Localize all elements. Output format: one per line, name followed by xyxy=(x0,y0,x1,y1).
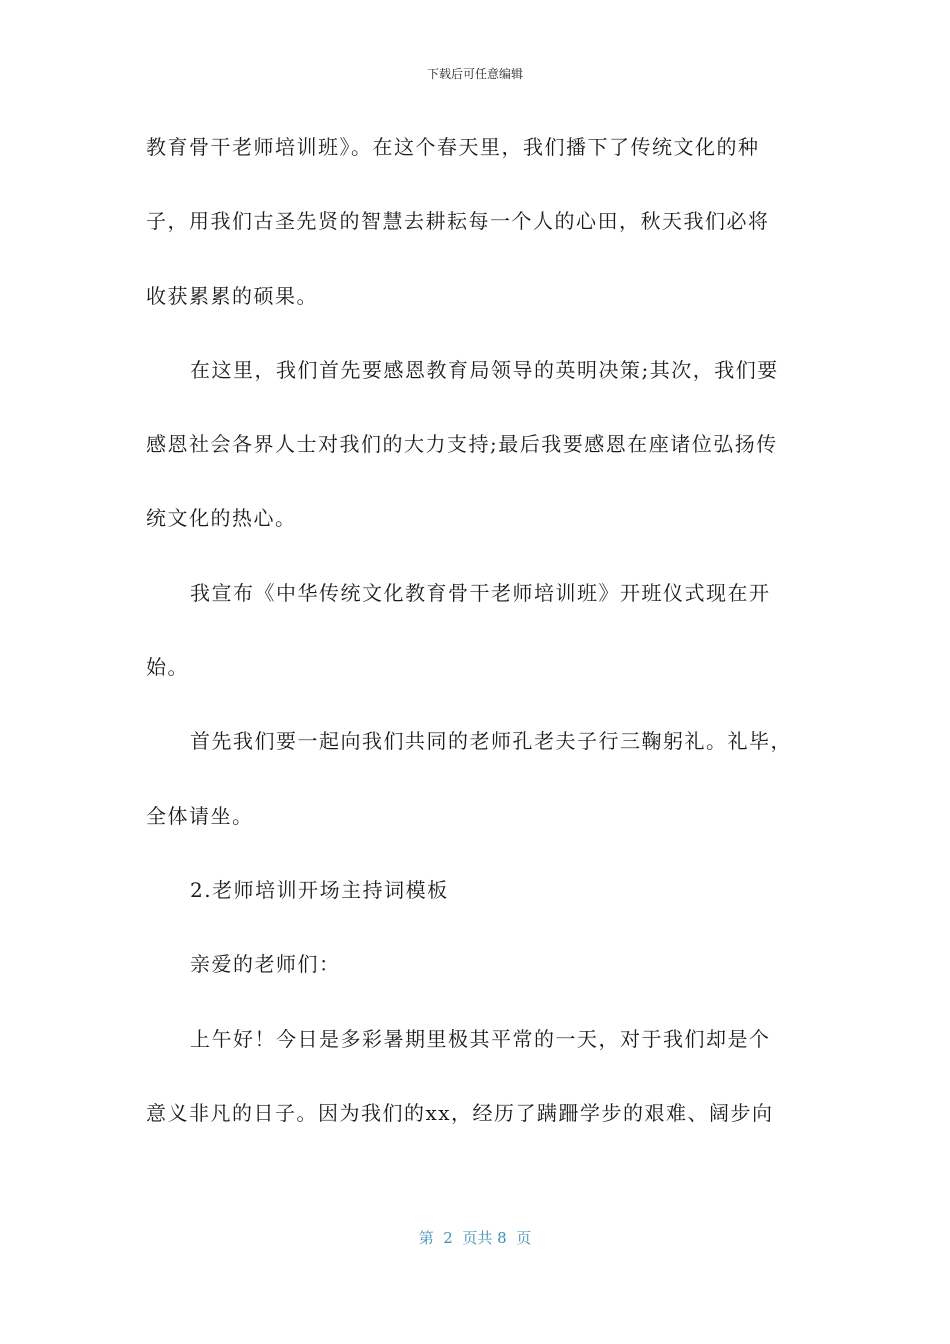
text-line: 子，用我们古圣先贤的智慧去耕耘每一个人的心田，秋天我们必将 xyxy=(146,209,770,233)
text-line: 亲爱的老师们： xyxy=(190,952,341,976)
text-line: 始。 xyxy=(146,655,189,679)
text-line: 收获累累的硕果。 xyxy=(146,284,318,308)
text-line: 我宣布《中华传统文化教育骨干老师培训班》开班仪式现在开 xyxy=(190,581,771,605)
text-line: 教育骨干老师培训班》。在这个春天里，我们播下了传统文化的种 xyxy=(146,135,760,159)
text-line: 上午好！今日是多彩暑期里极其平常的一天，对于我们却是个 xyxy=(190,1027,771,1051)
text-line: 全体请坐。 xyxy=(146,804,254,828)
text-line: 意义非凡的日子。因为我们的xx，经历了蹒跚学步的艰难、阔步向 xyxy=(146,1101,774,1125)
section-heading: 2.老师培训开场主持词模板 xyxy=(190,878,449,902)
text-line: 感恩社会各界人士对我们的大力支持;最后我要感恩在座诸位弘扬传 xyxy=(146,432,778,456)
text-line: 首先我们要一起向我们共同的老师孔老夫子行三鞠躬礼。礼毕， xyxy=(190,729,792,753)
page-footer: 第 2 页共 8 页 xyxy=(418,1229,532,1247)
page-header: 下载后可任意编辑 xyxy=(426,67,523,81)
text-line: 在这里，我们首先要感恩教育局领导的英明决策;其次，我们要 xyxy=(190,358,779,382)
text-line: 统文化的热心。 xyxy=(146,506,297,530)
